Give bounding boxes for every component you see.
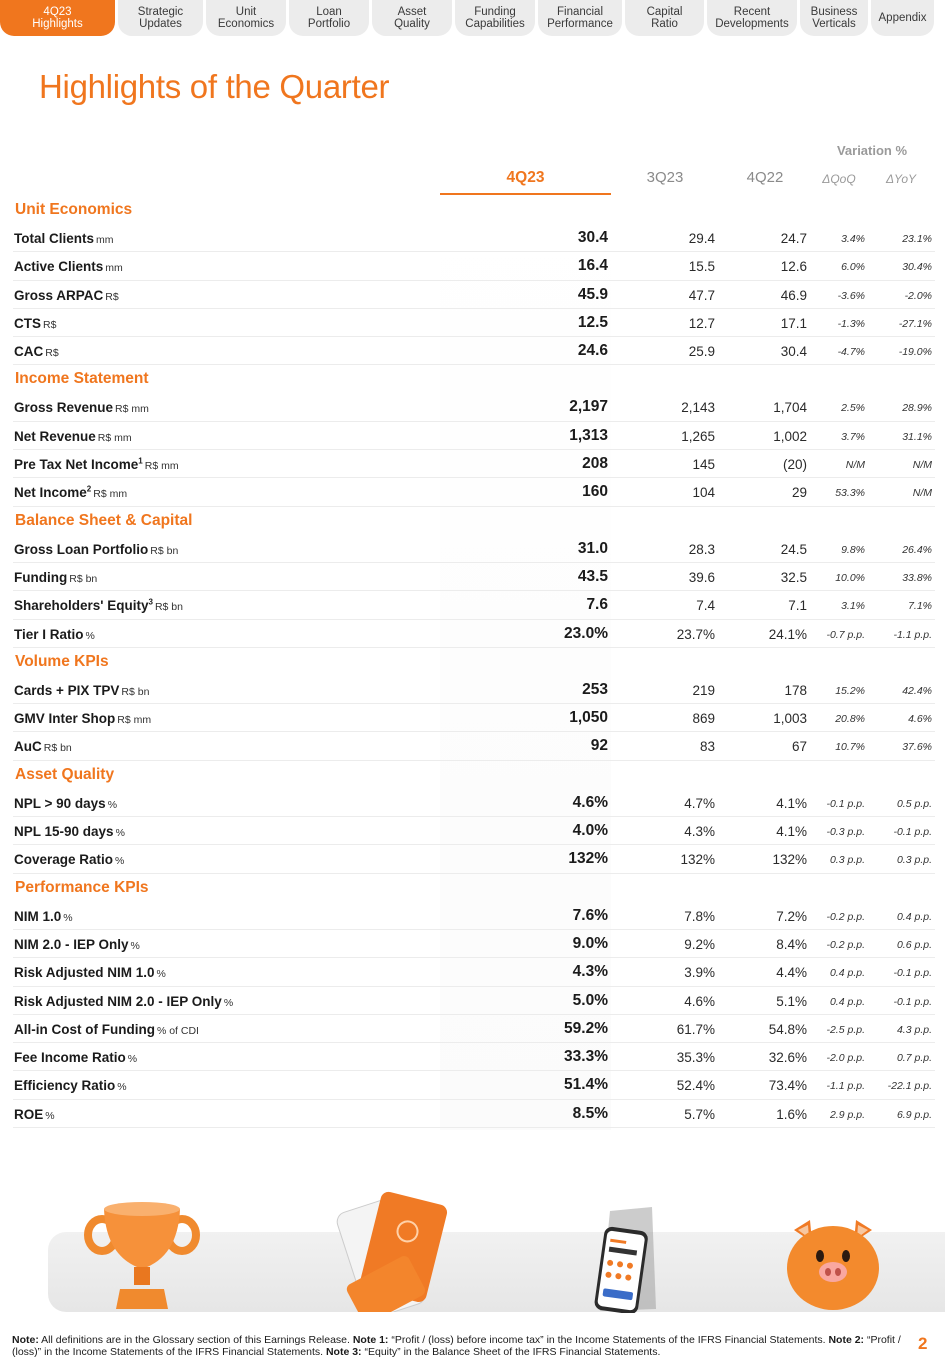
- footnote: [12, 1335, 902, 1358]
- value-qoq-change: 15.2%: [835, 684, 865, 697]
- value-current: 2,197: [569, 398, 608, 416]
- value-prev-quarter: 3.9%: [684, 965, 715, 981]
- value-prev-year: (20): [782, 457, 807, 473]
- value-yoy-change: 37.6%: [902, 741, 932, 754]
- footnote-text: “Profit / (loss) before income tax” in the Income Statements of the IFRS Financial Statements.: [388, 1334, 829, 1346]
- tab-strategic-updates[interactable]: Strategic Updates: [118, 0, 203, 36]
- value-qoq-change: -2.0 p.p.: [826, 1052, 865, 1065]
- section-title: Asset Quality: [15, 765, 115, 783]
- value-prev-quarter: 132%: [680, 852, 715, 868]
- row-unit: %: [45, 1109, 55, 1122]
- value-prev-quarter: 47.7: [688, 287, 715, 303]
- row-label-cell: [14, 485, 127, 500]
- value-yoy-change: -19.0%: [898, 346, 932, 359]
- row-label: Gross Loan Portfolio: [14, 541, 149, 557]
- value-prev-year: 4.4%: [776, 965, 807, 981]
- piggy-bank-icon: [780, 1212, 886, 1312]
- value-prev-quarter: 4.7%: [684, 795, 715, 811]
- row-unit: R$ mm: [93, 488, 128, 501]
- value-prev-year: 5.1%: [776, 993, 807, 1009]
- value-qoq-change: -1.1 p.p.: [826, 1080, 865, 1093]
- value-prev-quarter: 4.3%: [684, 824, 715, 840]
- table-row: [13, 1071, 935, 1099]
- page-number: 2: [918, 1334, 928, 1353]
- value-current: 253: [582, 680, 608, 698]
- section-title: Performance KPIs: [15, 878, 149, 896]
- column-header-prev-year: 4Q22: [746, 169, 784, 186]
- row-unit: mm: [105, 262, 123, 275]
- row-unit: R$: [105, 290, 119, 303]
- value-prev-year: 24.7: [780, 231, 807, 246]
- row-label: Cards + PIX TPV: [14, 682, 120, 698]
- value-prev-quarter: 61.7%: [676, 1021, 715, 1037]
- section-tabs: [0, 0, 945, 36]
- row-label: Total Clients: [14, 231, 95, 246]
- value-prev-quarter: 25.9: [688, 344, 715, 360]
- row-label: AuC: [14, 739, 42, 755]
- value-current: 4.0%: [572, 822, 608, 840]
- footnote-text: All definitions are in the Glossary section of this Earnings Release.: [38, 1334, 353, 1346]
- row-label-cell: [14, 400, 149, 415]
- cards-phone-icon: [330, 1190, 450, 1312]
- value-current: 4.3%: [572, 963, 608, 981]
- highlights-table: [13, 196, 935, 1128]
- value-yoy-change: 31.1%: [902, 430, 932, 443]
- value-prev-quarter: 15.5: [688, 259, 715, 275]
- value-current: 16.4: [577, 257, 608, 275]
- row-unit: %: [115, 855, 125, 868]
- table-row: [13, 817, 935, 845]
- current-column-underline: [440, 193, 611, 195]
- row-label-cell: [14, 1107, 55, 1122]
- value-prev-year: 1,002: [773, 428, 807, 444]
- value-prev-year: 24.5: [780, 541, 807, 557]
- value-yoy-change: 4.6%: [908, 713, 932, 726]
- tab-unit-economics[interactable]: Unit Economics: [206, 0, 286, 36]
- value-qoq-change: 10.0%: [835, 571, 865, 584]
- table-row: [13, 732, 935, 760]
- row-label: Risk Adjusted NIM 1.0: [14, 965, 155, 981]
- value-yoy-change: 23.1%: [902, 233, 932, 245]
- value-prev-year: 132%: [772, 852, 807, 868]
- table-row: [13, 930, 935, 958]
- row-unit: R$ mm: [144, 460, 179, 473]
- footnote-label: Note 1:: [352, 1334, 389, 1346]
- value-prev-year: 4.1%: [776, 824, 807, 840]
- tab-asset-quality[interactable]: Asset Quality: [372, 0, 452, 36]
- table-row: [13, 987, 935, 1015]
- value-yoy-change: -2.0%: [904, 289, 932, 302]
- row-label-cell: [14, 994, 233, 1009]
- value-yoy-change: -1.1 p.p.: [893, 628, 932, 641]
- row-label: CTS: [14, 315, 41, 331]
- row-label-cell: [14, 288, 119, 303]
- row-label-cell: [14, 852, 124, 867]
- value-prev-year: 30.4: [780, 344, 807, 360]
- value-qoq-change: 0.4 p.p.: [829, 967, 865, 980]
- value-yoy-change: 28.9%: [902, 402, 932, 415]
- value-prev-year: 32.5: [780, 569, 807, 585]
- value-yoy-change: 42.4%: [902, 684, 932, 697]
- value-prev-quarter: 219: [692, 682, 715, 698]
- value-qoq-change: -4.7%: [837, 346, 865, 359]
- value-current: 31.0: [577, 539, 608, 557]
- value-qoq-change: -0.2 p.p.: [826, 938, 865, 951]
- value-prev-quarter: 23.7%: [676, 626, 715, 642]
- table-row: [13, 393, 935, 421]
- value-prev-quarter: 2,143: [681, 400, 715, 416]
- value-prev-quarter: 28.3: [688, 541, 715, 557]
- row-unit: %: [117, 1081, 127, 1094]
- value-current: 7.6: [586, 596, 608, 614]
- row-unit: R$: [45, 347, 59, 360]
- value-prev-year: 4.1%: [776, 795, 807, 811]
- value-qoq-change: 20.8%: [835, 713, 865, 726]
- table-row: [13, 535, 935, 563]
- row-unit: R$ bn: [150, 544, 179, 557]
- value-qoq-change: 3.4%: [841, 233, 865, 245]
- value-prev-quarter: 12.7: [688, 315, 715, 331]
- row-label: Gross Revenue: [14, 400, 114, 416]
- footnote-label: Note:: [12, 1334, 39, 1346]
- table-row: [13, 1043, 935, 1071]
- value-qoq-change: -0.7 p.p.: [826, 628, 865, 641]
- column-header-prev-quarter: 3Q23: [646, 169, 684, 186]
- row-label: Risk Adjusted NIM 2.0 - IEP Only: [14, 993, 222, 1009]
- value-prev-quarter: 83: [699, 739, 715, 755]
- table-row: [13, 309, 935, 337]
- row-unit: R$ bn: [121, 685, 150, 698]
- value-prev-quarter: 35.3%: [676, 1050, 715, 1066]
- value-yoy-change: 7.1%: [908, 600, 932, 613]
- row-unit: %: [127, 1053, 138, 1066]
- value-prev-year: 29: [791, 485, 807, 501]
- row-label-cell: [14, 598, 183, 613]
- value-prev-quarter: 4.6%: [684, 993, 715, 1009]
- row-label-cell: [14, 909, 73, 924]
- table-row: [13, 958, 935, 986]
- table-row: [13, 281, 935, 309]
- row-label: NPL > 90 days: [14, 795, 106, 811]
- value-qoq-change: 53.3%: [835, 487, 865, 500]
- footnote-marker: 1: [138, 456, 143, 466]
- row-label-cell: [14, 1022, 199, 1037]
- table-row: [13, 1100, 935, 1128]
- row-label: Net Revenue: [14, 428, 96, 444]
- table-row: [13, 252, 935, 280]
- value-prev-quarter: 1,265: [681, 428, 715, 444]
- column-header-yoy: ΔYoY: [885, 172, 917, 186]
- row-label: Fee Income Ratio: [14, 1050, 126, 1066]
- value-qoq-change: 3.1%: [841, 600, 865, 613]
- row-label-cell: [14, 627, 95, 642]
- section-title: Balance Sheet & Capital: [15, 511, 193, 529]
- column-header-current: 4Q23: [506, 169, 545, 186]
- value-prev-quarter: 9.2%: [684, 936, 715, 952]
- row-label-cell: [14, 739, 72, 754]
- value-prev-year: 54.8%: [768, 1021, 807, 1037]
- row-unit: %: [85, 629, 95, 642]
- value-yoy-change: -0.1 p.p.: [893, 995, 932, 1008]
- tab-loan-portfolio[interactable]: Loan Portfolio: [289, 0, 369, 36]
- section-title: Unit Economics: [15, 201, 133, 218]
- tab-business-verticals[interactable]: Business Verticals: [800, 0, 868, 36]
- tab-financial-performance[interactable]: Financial Performance: [538, 0, 622, 36]
- tab-capital-ratio[interactable]: Capital Ratio: [625, 0, 704, 36]
- value-qoq-change: 9.8%: [841, 543, 865, 556]
- value-yoy-change: -22.1 p.p.: [887, 1080, 932, 1093]
- smartphone-icon: [590, 1205, 660, 1313]
- table-row: [13, 620, 935, 648]
- table-row: [13, 902, 935, 930]
- value-prev-year: 8.4%: [776, 936, 807, 952]
- table-row: [13, 478, 935, 506]
- value-yoy-change: -0.1 p.p.: [893, 826, 932, 839]
- table-row: [13, 591, 935, 619]
- value-qoq-change: 0.4 p.p.: [829, 995, 865, 1008]
- row-label-cell: [14, 796, 117, 811]
- row-label: Tier I Ratio: [14, 626, 84, 642]
- row-label: Coverage Ratio: [14, 852, 114, 868]
- tab-funding-capabilities[interactable]: Funding Capabilities: [455, 0, 535, 36]
- row-unit: R$ bn: [69, 572, 98, 585]
- row-label: Shareholders' Equity: [14, 598, 149, 614]
- value-qoq-change: 6.0%: [841, 261, 865, 274]
- value-prev-year: 12.6: [780, 259, 807, 275]
- table-row: [13, 845, 935, 873]
- value-current: 33.3%: [564, 1048, 608, 1066]
- row-label-cell: [14, 231, 114, 246]
- row-label: ROE: [14, 1106, 44, 1122]
- value-current: 45.9: [577, 285, 608, 303]
- value-current: 160: [582, 483, 608, 501]
- value-current: 7.6%: [572, 906, 608, 924]
- value-prev-year: 178: [784, 682, 807, 698]
- value-yoy-change: 0.4 p.p.: [896, 910, 932, 923]
- row-unit: %: [156, 968, 166, 981]
- value-current: 132%: [568, 850, 608, 868]
- value-prev-quarter: 145: [692, 457, 715, 473]
- row-label: Pre Tax Net Income: [14, 457, 139, 473]
- value-yoy-change: 6.9 p.p.: [896, 1108, 932, 1121]
- column-header-qoq: ΔQoQ: [822, 172, 856, 186]
- value-current: 8.5%: [572, 1104, 608, 1122]
- row-label-cell: [14, 683, 149, 698]
- footnote-text: “Equity” in the Balance Sheet of the IFRS Financial Statements.: [361, 1345, 661, 1358]
- value-current: 1,313: [569, 426, 608, 444]
- row-label-cell: [14, 824, 125, 839]
- row-label-cell: [14, 259, 123, 274]
- value-prev-quarter: 52.4%: [676, 1078, 715, 1094]
- table-row: [13, 676, 935, 704]
- value-qoq-change: -3.6%: [837, 289, 865, 302]
- value-prev-year: 1,003: [773, 711, 807, 727]
- row-label-cell: [14, 965, 166, 980]
- row-label-cell: [14, 570, 97, 585]
- row-unit: %: [63, 911, 73, 924]
- table-row: [13, 224, 935, 252]
- value-yoy-change: 0.6 p.p.: [896, 938, 932, 951]
- value-prev-quarter: 104: [692, 485, 715, 501]
- value-prev-year: 32.6%: [768, 1050, 807, 1066]
- value-current: 59.2%: [564, 1019, 608, 1037]
- table-row: [13, 337, 935, 365]
- row-unit: %: [115, 827, 125, 840]
- value-prev-year: 17.1: [780, 315, 807, 331]
- tab-recent-developments[interactable]: Recent Developments: [707, 0, 797, 36]
- row-label: All-in Cost of Funding: [14, 1021, 155, 1037]
- value-qoq-change: -0.1 p.p.: [826, 797, 865, 810]
- value-current: 5.0%: [572, 991, 608, 1009]
- value-current: 4.6%: [572, 793, 608, 811]
- footnote-label: Note 3:: [325, 1345, 362, 1358]
- row-label-cell: [14, 937, 140, 952]
- value-prev-year: 7.1: [788, 598, 807, 614]
- table-row: [13, 563, 935, 591]
- value-qoq-change: 2.5%: [841, 402, 865, 415]
- table-row: [13, 789, 935, 817]
- value-yoy-change: 4.3 p.p.: [896, 1023, 932, 1036]
- value-yoy-change: N/M: [912, 459, 932, 472]
- row-unit: R$: [43, 318, 57, 331]
- value-yoy-change: 26.4%: [902, 543, 932, 556]
- footnote-label: Note 2:: [828, 1334, 865, 1346]
- value-prev-year: 1,704: [773, 400, 807, 416]
- trophy-icon: [82, 1195, 202, 1313]
- row-label-cell: [14, 344, 59, 359]
- value-yoy-change: N/M: [912, 487, 932, 500]
- value-qoq-change: N/M: [845, 459, 865, 472]
- value-qoq-change: 0.3 p.p.: [829, 854, 865, 867]
- value-yoy-change: 0.7 p.p.: [896, 1052, 932, 1065]
- row-label: GMV Inter Shop: [14, 711, 116, 727]
- row-label: NIM 2.0 - IEP Only: [14, 936, 129, 952]
- table-row: [13, 704, 935, 732]
- value-yoy-change: 0.3 p.p.: [896, 854, 932, 867]
- row-unit: %: [130, 939, 140, 952]
- row-unit: % of CDI: [156, 1024, 199, 1037]
- value-qoq-change: 3.7%: [841, 430, 865, 443]
- row-label-cell: [14, 1078, 127, 1093]
- value-yoy-change: 33.8%: [902, 571, 932, 584]
- value-prev-year: 7.2%: [776, 908, 807, 924]
- value-qoq-change: -2.5 p.p.: [826, 1023, 865, 1036]
- value-current: 30.4: [577, 229, 608, 246]
- table-row: [13, 1015, 935, 1043]
- value-current: 24.6: [577, 342, 608, 360]
- row-label-cell: [14, 711, 151, 726]
- value-qoq-change: -0.2 p.p.: [826, 910, 865, 923]
- value-current: 12.5: [577, 313, 608, 331]
- footnote-marker: 2: [86, 484, 92, 494]
- value-yoy-change: -0.1 p.p.: [893, 967, 932, 980]
- row-label: Funding: [14, 569, 68, 585]
- tab-4q23-highlights[interactable]: 4Q23 Highlights: [0, 0, 115, 36]
- value-current: 92: [590, 737, 608, 755]
- value-yoy-change: -27.1%: [898, 317, 932, 330]
- value-current: 208: [582, 455, 608, 473]
- value-prev-quarter: 7.8%: [684, 908, 715, 924]
- value-prev-quarter: 869: [692, 711, 715, 727]
- tab-appendix[interactable]: Appendix: [871, 0, 934, 36]
- value-prev-year: 67: [791, 739, 807, 755]
- table-row: [13, 450, 935, 478]
- value-prev-year: 1.6%: [776, 1106, 807, 1122]
- value-qoq-change: 2.9 p.p.: [829, 1108, 865, 1121]
- value-prev-year: 46.9: [780, 287, 807, 303]
- value-current: 51.4%: [564, 1076, 608, 1094]
- footnote-marker: 3: [148, 597, 153, 607]
- value-prev-quarter: 29.4: [688, 231, 715, 246]
- row-label: Net Income: [14, 485, 87, 501]
- row-label: Active Clients: [14, 259, 104, 275]
- row-unit: mm: [96, 234, 114, 246]
- row-label: Gross ARPAC: [14, 287, 104, 303]
- value-qoq-change: 10.7%: [835, 741, 865, 754]
- row-label-cell: [14, 316, 56, 331]
- value-qoq-change: -0.3 p.p.: [826, 826, 865, 839]
- row-unit: R$ mm: [97, 431, 132, 444]
- row-label-cell: [14, 1050, 137, 1065]
- row-unit: R$ mm: [117, 714, 152, 727]
- value-prev-quarter: 39.6: [688, 569, 715, 585]
- row-unit: %: [107, 798, 118, 811]
- row-label-cell: [14, 429, 132, 444]
- row-unit: %: [223, 996, 234, 1009]
- value-prev-quarter: 7.4: [696, 598, 715, 614]
- row-label: NIM 1.0: [14, 908, 62, 924]
- table-row: [13, 422, 935, 450]
- row-label: NPL 15-90 days: [14, 824, 114, 840]
- section-title: Income Statement: [15, 370, 149, 388]
- page-title: Highlights of the Quarter: [39, 68, 390, 105]
- variation-header: Variation %: [836, 143, 908, 158]
- value-prev-year: 24.1%: [768, 626, 807, 642]
- value-current: 43.5: [577, 567, 608, 585]
- row-label-cell: [14, 457, 179, 472]
- row-label: Efficiency Ratio: [14, 1078, 116, 1094]
- value-current: 23.0%: [564, 624, 608, 642]
- row-unit: R$ bn: [43, 742, 72, 755]
- row-label-cell: [14, 542, 178, 557]
- footnote-text: “Profit / (loss)” in the Income Statements of the IFRS Financial Statements.: [12, 1334, 901, 1358]
- value-qoq-change: -1.3%: [837, 317, 865, 330]
- row-label: CAC: [14, 344, 44, 360]
- value-prev-quarter: 5.7%: [684, 1106, 715, 1122]
- value-current: 1,050: [569, 709, 608, 727]
- value-yoy-change: 0.5 p.p.: [896, 797, 932, 810]
- row-unit: R$ bn: [154, 601, 183, 614]
- value-prev-year: 73.4%: [768, 1078, 807, 1094]
- row-unit: R$ mm: [115, 403, 149, 416]
- value-yoy-change: 30.4%: [902, 261, 932, 274]
- value-current: 9.0%: [572, 934, 608, 952]
- section-title: Volume KPIs: [15, 652, 109, 670]
